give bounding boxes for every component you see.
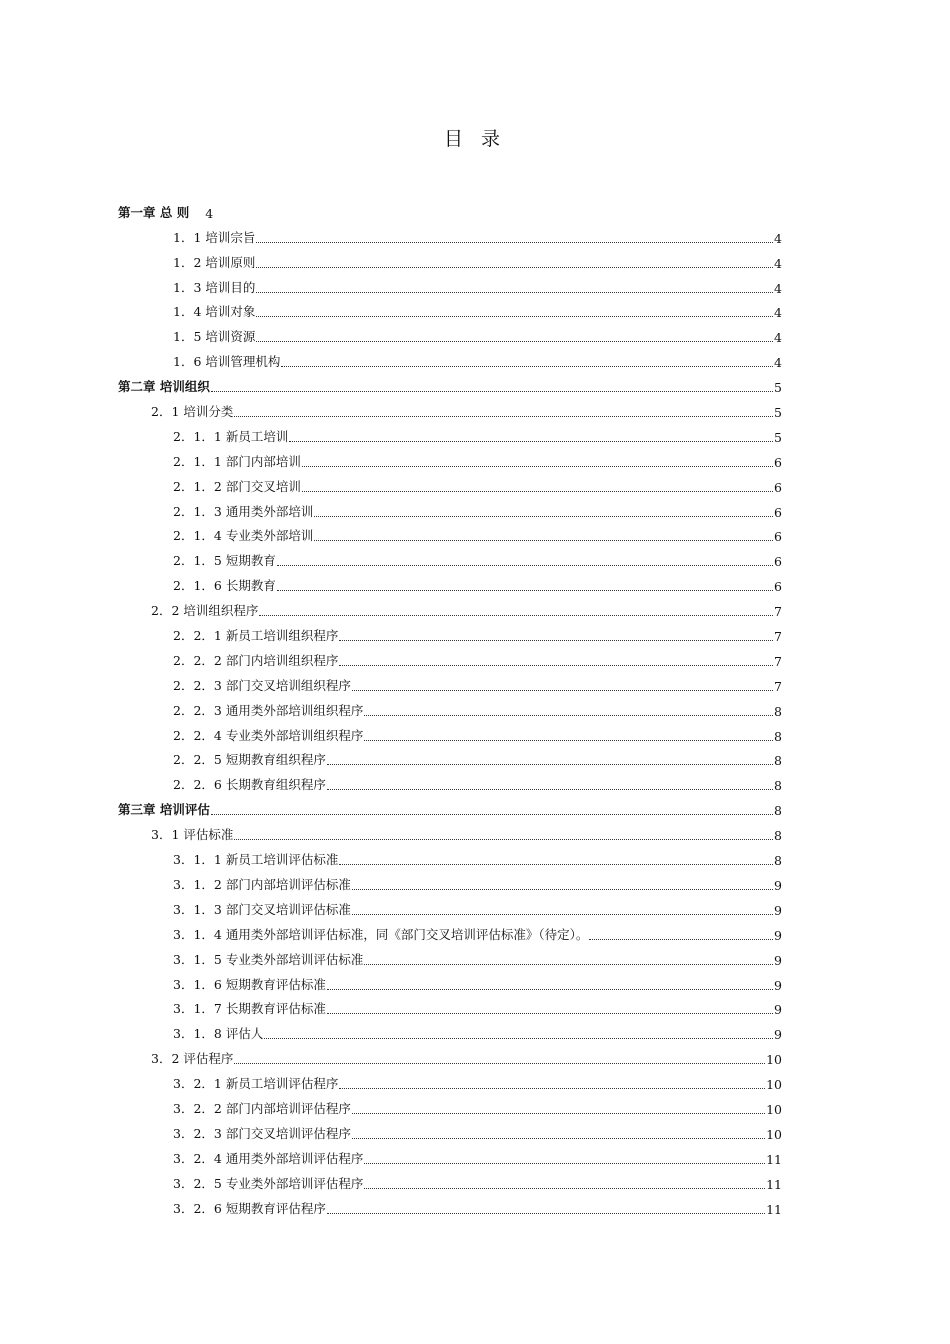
toc-page-number: 8 [774, 778, 782, 794]
toc-entry[interactable] [118, 1067, 782, 1092]
toc-entry[interactable] [118, 669, 782, 694]
toc-page-number: 9 [774, 902, 782, 918]
toc-entry[interactable] [118, 1142, 782, 1167]
toc-leader-dots [352, 689, 773, 691]
toc-entry[interactable] [118, 868, 782, 893]
toc-entry-label: 1．3 培训目的 [173, 279, 256, 295]
toc-leader-dots [339, 664, 773, 666]
toc-page-number: 10 [766, 1101, 782, 1117]
toc-entry-label: 3．1．7 长期教育评估标准 [173, 1001, 326, 1017]
toc-entry[interactable] [118, 1117, 782, 1142]
toc-leader-dots [352, 913, 773, 915]
toc-entry-label: 2．1．1 新员工培训 [173, 428, 289, 444]
toc-entry[interactable] [118, 445, 782, 470]
toc-entry[interactable] [118, 271, 782, 296]
toc-leader-dots [256, 315, 773, 317]
toc-chapter-entry[interactable] [118, 793, 782, 818]
toc-entry[interactable] [118, 968, 782, 993]
toc-entry[interactable] [118, 993, 782, 1018]
toc-entry-label: 2．2．5 短期教育组织程序 [173, 752, 326, 768]
toc-leader-dots [277, 589, 773, 591]
toc-entry[interactable] [118, 1042, 782, 1067]
toc-leader-dots [259, 614, 773, 616]
toc-leader-dots [364, 739, 773, 741]
toc-page-number: 10 [766, 1052, 782, 1068]
toc-entry-label: 3．1．3 部门交叉培训评估标准 [173, 901, 351, 917]
toc-entry[interactable] [118, 395, 782, 420]
toc-page-number: 4 [774, 255, 782, 271]
toc-page-number: 6 [774, 529, 782, 545]
toc-leader-dots [190, 217, 204, 218]
toc-page-number: 5 [774, 405, 782, 421]
toc-page-number: 8 [774, 753, 782, 769]
toc-entry[interactable] [118, 296, 782, 321]
toc-leader-dots [352, 1112, 765, 1114]
toc-leader-dots [339, 1087, 765, 1089]
toc-entry[interactable] [118, 345, 782, 370]
toc-page-number: 4 [774, 230, 782, 246]
table-of-contents [118, 196, 782, 1217]
toc-entry[interactable] [118, 246, 782, 271]
toc-leader-dots [314, 515, 773, 517]
toc-leader-dots [264, 1037, 773, 1039]
toc-leader-dots [234, 415, 773, 417]
toc-leader-dots [234, 1062, 765, 1064]
toc-leader-dots [256, 241, 773, 243]
toc-entry-label: 3．2．4 通用类外部培训评估程序 [173, 1150, 364, 1166]
toc-leader-dots [327, 1012, 773, 1014]
toc-entry[interactable] [118, 569, 782, 594]
toc-page-number: 6 [774, 504, 782, 520]
toc-entry-label: 2．2．1 新员工培训组织程序 [173, 628, 339, 644]
toc-entry-label: 2．2．6 长期教育组织程序 [173, 777, 326, 793]
toc-leader-dots [327, 1212, 765, 1214]
toc-leader-dots [352, 888, 773, 890]
toc-entry-label: 3．1．5 专业类外部培训评估标准 [173, 951, 364, 967]
toc-page-number: 4 [774, 355, 782, 371]
toc-entry[interactable] [118, 470, 782, 495]
toc-entry-label: 1．2 培训原则 [173, 254, 256, 270]
toc-entry[interactable] [118, 619, 782, 644]
toc-entry-label: 1．6 培训管理机构 [173, 354, 281, 370]
toc-page-number: 9 [774, 1027, 782, 1043]
toc-page-number: 11 [766, 1176, 782, 1192]
toc-leader-dots [364, 963, 773, 965]
toc-entry[interactable] [118, 719, 782, 744]
toc-chapter-entry[interactable] [118, 196, 782, 221]
toc-entry-label: 3．2．1 新员工培训评估程序 [173, 1076, 339, 1092]
toc-page-number: 6 [774, 579, 782, 595]
toc-entry[interactable] [118, 320, 782, 345]
toc-entry-label: 2．2．3 通用类外部培训组织程序 [173, 702, 364, 718]
toc-page-number: 7 [774, 604, 782, 620]
toc-leader-dots [364, 1187, 765, 1189]
toc-leader-dots [314, 539, 773, 541]
toc-page-number: 8 [774, 828, 782, 844]
toc-entry[interactable] [118, 520, 782, 545]
toc-page-number: 4 [774, 280, 782, 296]
toc-entry[interactable] [118, 1192, 782, 1217]
toc-entry-label: 2．2．4 专业类外部培训组织程序 [173, 727, 364, 743]
toc-chapter-entry[interactable] [118, 370, 782, 395]
toc-entry[interactable] [118, 594, 782, 619]
toc-page-number: 7 [774, 678, 782, 694]
toc-leader-dots [211, 813, 773, 815]
toc-entry-label: 2．1．5 短期教育 [173, 553, 276, 569]
toc-page-number: 11 [766, 1151, 782, 1167]
toc-entry[interactable] [118, 694, 782, 719]
toc-page-number: 9 [774, 1002, 782, 1018]
toc-entry-label: 2．1 培训分类 [151, 404, 234, 420]
toc-entry-label: 3．1．6 短期教育评估标准 [173, 976, 326, 992]
toc-entry-label: 2．1．4 专业类外部培训 [173, 528, 314, 544]
toc-entry-label: 3．2．3 部门交叉培训评估程序 [173, 1125, 351, 1141]
toc-entry-label: 第一章 总 则 [118, 204, 190, 220]
toc-entry-label: 2．1．6 长期教育 [173, 578, 276, 594]
toc-entry[interactable] [118, 818, 782, 843]
toc-page-number: 6 [774, 479, 782, 495]
toc-entry-label: 2．1．2 部门交叉培训 [173, 478, 301, 494]
toc-leader-dots [277, 564, 773, 566]
toc-entry-label: 3．1 评估标准 [151, 827, 234, 843]
toc-entry-label: 2．1．1 部门内部培训 [173, 453, 301, 469]
toc-entry-label: 2．1．3 通用类外部培训 [173, 503, 314, 519]
toc-leader-dots [256, 340, 773, 342]
toc-entry[interactable] [118, 1167, 782, 1192]
toc-leader-dots [352, 1137, 765, 1139]
toc-page-number: 11 [766, 1201, 782, 1217]
toc-page-number: 9 [774, 977, 782, 993]
toc-entry-label: 3．1．2 部门内部培训评估标准 [173, 876, 351, 892]
toc-page-number: 4 [205, 205, 214, 221]
toc-entry-label: 3．2 评估程序 [151, 1051, 234, 1067]
toc-leader-dots [256, 291, 773, 293]
toc-entry-label: 第三章 培训评估 [118, 802, 210, 818]
toc-leader-dots [364, 1162, 765, 1164]
toc-entry[interactable] [118, 768, 782, 793]
toc-leader-dots [281, 365, 773, 367]
toc-entry-label: 2．2．3 部门交叉培训组织程序 [173, 677, 351, 693]
toc-page-number: 9 [774, 927, 782, 943]
toc-entry-label: 3．1．8 评估人 [173, 1026, 264, 1042]
toc-entry-label: 第二章 培训组织 [118, 379, 210, 395]
toc-entry-label: 3．2．5 专业类外部培训评估程序 [173, 1175, 364, 1191]
toc-leader-dots [589, 938, 773, 940]
toc-leader-dots [302, 490, 773, 492]
toc-leader-dots [327, 788, 773, 790]
toc-entry-label: 2．2 培训组织程序 [151, 603, 259, 619]
toc-page-number: 10 [766, 1077, 782, 1093]
toc-entry[interactable] [118, 943, 782, 968]
toc-page-number: 8 [774, 853, 782, 869]
toc-entry-label: 2．2．2 部门内培训组织程序 [173, 652, 339, 668]
toc-page-number: 7 [774, 629, 782, 645]
toc-entry[interactable] [118, 544, 782, 569]
toc-entry-label: 3．1．4 通用类外部培训评估标准，同《部门交叉培训评估标准》（待定）。 [173, 926, 589, 942]
toc-entry-label: 3．1．1 新员工培训评估标准 [173, 852, 339, 868]
toc-entry[interactable] [118, 420, 782, 445]
toc-leader-dots [256, 266, 773, 268]
toc-page-number: 8 [774, 703, 782, 719]
toc-page-number: 9 [774, 877, 782, 893]
toc-leader-dots [327, 763, 773, 765]
toc-entry[interactable] [118, 495, 782, 520]
toc-entry[interactable] [118, 843, 782, 868]
toc-entry[interactable] [118, 893, 782, 918]
toc-page-number: 6 [774, 554, 782, 570]
toc-leader-dots [339, 639, 773, 641]
page-title: 目 录 [443, 128, 507, 150]
toc-page-number: 4 [774, 305, 782, 321]
toc-page-number: 10 [766, 1126, 782, 1142]
toc-page-number: 6 [774, 454, 782, 470]
toc-entry[interactable] [118, 1017, 782, 1042]
toc-leader-dots [234, 838, 773, 840]
toc-entry[interactable] [118, 918, 782, 943]
toc-entry[interactable] [118, 1092, 782, 1117]
toc-entry[interactable] [118, 744, 782, 769]
toc-leader-dots [327, 988, 773, 990]
toc-page-number: 5 [774, 429, 782, 445]
toc-page-number: 4 [774, 330, 782, 346]
toc-page-number: 8 [774, 728, 782, 744]
toc-leader-dots [211, 390, 773, 392]
toc-page-number: 8 [774, 803, 782, 819]
toc-entry[interactable] [118, 221, 782, 246]
toc-entry-label: 3．2．6 短期教育评估程序 [173, 1200, 326, 1216]
toc-entry[interactable] [118, 644, 782, 669]
toc-entry-label: 1．1 培训宗旨 [173, 229, 256, 245]
toc-page-number: 5 [774, 380, 782, 396]
toc-entry-label: 1．4 培训对象 [173, 304, 256, 320]
toc-page-number: 7 [774, 653, 782, 669]
toc-entry-label: 3．2．2 部门内部培训评估程序 [173, 1100, 351, 1116]
toc-entry-label: 1．5 培训资源 [173, 329, 256, 345]
toc-leader-dots [302, 465, 773, 467]
toc-leader-dots [364, 714, 773, 716]
toc-page-number: 9 [774, 952, 782, 968]
toc-leader-dots [289, 440, 773, 442]
toc-leader-dots [339, 863, 773, 865]
